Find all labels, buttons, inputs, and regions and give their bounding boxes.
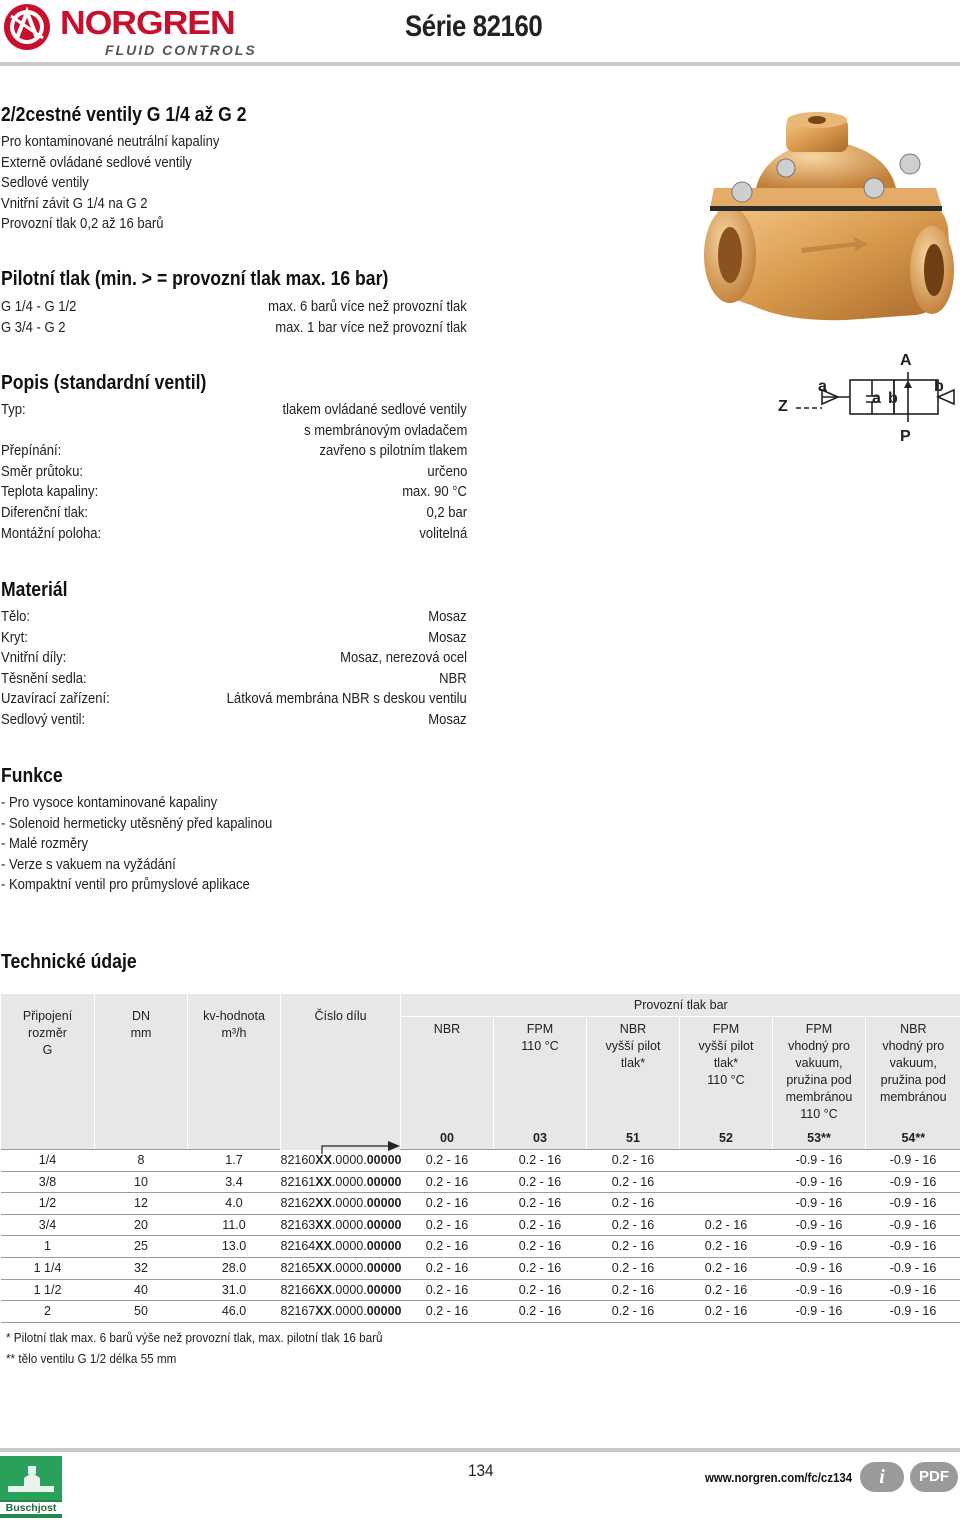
cell-g: 1 1/4 (1, 1257, 95, 1279)
table-row (1, 1193, 960, 1215)
material-row-label: Kryt: (1, 629, 28, 646)
intro-line: Sedlové ventily (1, 175, 89, 192)
cell-g: 1/4 (1, 1150, 95, 1172)
cell-c00: 0.2 - 16 (401, 1193, 494, 1215)
info-icon: i (879, 1466, 885, 1488)
symbol-label-p: P (900, 428, 911, 445)
cell-c00: 0.2 - 16 (401, 1301, 494, 1323)
cell-c03: 0.2 - 16 (494, 1193, 587, 1215)
part-number-segment: 00000 (366, 1152, 402, 1167)
cell-c03: 0.2 - 16 (494, 1257, 587, 1279)
series-title: Série 82160 (405, 10, 543, 43)
intro-line: Vnitřní závit G 1/4 na G 2 (1, 195, 148, 212)
material-title: Materiál (1, 579, 68, 601)
cell-dn: 10 (95, 1171, 188, 1193)
cell-c00: 0.2 - 16 (401, 1214, 494, 1236)
table-group-header-row (1, 994, 960, 1017)
cell-dn: 40 (95, 1279, 188, 1301)
intro-title: 2/2cestné ventily G 1/4 až G 2 (1, 104, 247, 126)
symbol-label-a: A (900, 352, 912, 369)
footer-url[interactable]: www.norgren.com/fc/cz134 (705, 1470, 853, 1485)
footer-rule (0, 1448, 960, 1452)
cell-c52: 0.2 - 16 (680, 1257, 773, 1279)
table-row (1, 1171, 960, 1193)
cell-c53: -0.9 - 16 (773, 1236, 866, 1258)
pilot-title: Pilotní tlak (min. > = provozní tlak max. 16 bar) (1, 268, 389, 290)
cell-c52: 0.2 - 16 (680, 1236, 773, 1258)
material-row (1, 607, 467, 628)
valve-product-image (696, 110, 958, 328)
table-row (1, 1214, 960, 1236)
cell-c03: 0.2 - 16 (494, 1301, 587, 1323)
header-code-53: FPM vhodný pro vakuum, pružina pod membránou 110 °C (773, 1017, 866, 1128)
popis-row (1, 503, 467, 524)
cell-g: 2 (1, 1301, 95, 1323)
part-code-arrow-icon (320, 1128, 402, 1156)
header-code-03: FPM 110 °C (494, 1017, 587, 1128)
cell-c53: -0.9 - 16 (773, 1171, 866, 1193)
cell-c51: 0.2 - 16 (587, 1236, 680, 1258)
popis-row (1, 524, 467, 545)
funkce-line: - Pro vysoce kontaminované kapaliny (1, 795, 218, 811)
symbol-label-z: Z (778, 398, 788, 415)
table-code-row (1, 1127, 960, 1150)
funkce-title: Funkce (1, 765, 63, 787)
header-pripojeni: Připojení rozměr G (1, 994, 95, 1127)
material-row-value: Mosaz, nerezová ocel (340, 650, 467, 667)
cell-c51: 0.2 - 16 (587, 1193, 680, 1215)
cell-kv: 3.4 (188, 1171, 281, 1193)
table-row (1, 1279, 960, 1301)
table-row (1, 1150, 960, 1172)
cell-c52 (680, 1193, 773, 1215)
popis-row (1, 441, 467, 462)
material-row-value: Mosaz (428, 629, 467, 646)
popis-row-label: Diferenční tlak: (1, 505, 89, 521)
part-number-segment: .0000. (331, 1174, 367, 1189)
cell-c51: 0.2 - 16 (587, 1214, 680, 1236)
part-number-segment: .0000. (331, 1304, 367, 1319)
popis-row-value: volitelná (419, 525, 467, 542)
part-number-segment: XX (315, 1196, 332, 1211)
cell-dn: 50 (95, 1301, 188, 1323)
material-row-value: Mosaz (428, 712, 467, 728)
part-number-segment: 82166 (280, 1282, 316, 1297)
part-number-segment: 00000 (366, 1282, 402, 1297)
cell-c51: 0.2 - 16 (587, 1150, 680, 1172)
cell-kv: 4.0 (188, 1193, 281, 1215)
part-number-segment: 82160 (280, 1152, 316, 1167)
part-number-segment: XX (315, 1174, 332, 1189)
cell-c54: -0.9 - 16 (866, 1279, 960, 1301)
cell-dn: 12 (95, 1193, 188, 1215)
part-number-segment: 00000 (366, 1260, 402, 1275)
part-number-segment: 00000 (366, 1217, 402, 1232)
page-number: 134 (468, 1461, 494, 1480)
cell-c52: 0.2 - 16 (680, 1301, 773, 1323)
part-number-segment: 82164 (280, 1239, 316, 1254)
popis-row-label: Směr průtoku: (1, 463, 83, 480)
pilot-row (1, 297, 467, 318)
part-number-segment: 82162 (280, 1196, 316, 1211)
cell-g: 1 1/2 (1, 1279, 95, 1301)
popis-row-value: 0,2 bar (426, 505, 467, 521)
part-number-segment: XX (315, 1239, 332, 1254)
material-row (1, 710, 467, 731)
symbol-label-a-mid: a (872, 390, 881, 407)
material-row-label: Tělo: (1, 609, 31, 625)
cell-part-number (281, 1257, 401, 1279)
cell-c54: -0.9 - 16 (866, 1236, 960, 1258)
part-number-segment: XX (315, 1217, 332, 1232)
part-number-segment: 82163 (280, 1217, 316, 1232)
cell-c00: 0.2 - 16 (401, 1279, 494, 1301)
header-code-52: FPM vyšší pilot tlak* 110 °C (680, 1017, 773, 1128)
cell-c53: -0.9 - 16 (773, 1301, 866, 1323)
cell-c00: 0.2 - 16 (401, 1171, 494, 1193)
cell-g: 3/4 (1, 1214, 95, 1236)
part-number-segment: 00000 (366, 1304, 402, 1319)
popis-row-value: s membránovým ovladačem (303, 422, 467, 439)
valve-schematic-symbol (776, 352, 960, 448)
cell-c00: 0.2 - 16 (401, 1236, 494, 1258)
part-number-segment: 00000 (366, 1239, 402, 1254)
cell-g: 1 (1, 1236, 95, 1258)
part-number-segment: 82167 (280, 1304, 316, 1319)
cell-c52 (680, 1150, 773, 1172)
material-row-label: Uzavírací zařízení: (1, 691, 110, 708)
cell-dn: 25 (95, 1236, 188, 1258)
cell-c00: 0.2 - 16 (401, 1257, 494, 1279)
header-cislo-dilu: Číslo dílu (281, 994, 401, 1150)
cell-kv: 46.0 (188, 1301, 281, 1323)
popis-row-label: Teplota kapaliny: (1, 484, 99, 501)
tech-title: Technické údaje (1, 951, 137, 973)
cell-c52: 0.2 - 16 (680, 1279, 773, 1301)
cell-c00: 0.2 - 16 (401, 1150, 494, 1172)
popis-row-value: tlakem ovládané sedlové ventily (282, 402, 467, 418)
cell-c03: 0.2 - 16 (494, 1150, 587, 1172)
pdf-button[interactable] (910, 1462, 958, 1492)
header-code-54: NBR vhodný pro vakuum, pružina pod membránou (866, 1017, 960, 1128)
cell-c53: -0.9 - 16 (773, 1214, 866, 1236)
code-53: 53** (773, 1127, 866, 1150)
technical-data-table (0, 994, 960, 1323)
material-row-value: NBR (439, 670, 467, 687)
cell-c54: -0.9 - 16 (866, 1301, 960, 1323)
part-number-segment: .0000. (331, 1239, 367, 1254)
cell-dn: 32 (95, 1257, 188, 1279)
cell-kv: 11.0 (188, 1214, 281, 1236)
cell-c53: -0.9 - 16 (773, 1193, 866, 1215)
symbol-label-b-mid: b (888, 390, 898, 407)
cell-c53: -0.9 - 16 (773, 1150, 866, 1172)
material-row-value: Látková membrána NBR s deskou ventilu (226, 691, 467, 708)
material-row-value: Mosaz (428, 609, 467, 625)
part-number-segment: XX (315, 1152, 332, 1167)
cell-c54: -0.9 - 16 (866, 1150, 960, 1172)
valve-symbol-drawing (776, 352, 960, 448)
popis-row (1, 482, 467, 503)
cell-part-number (281, 1193, 401, 1215)
table-row (1, 1301, 960, 1323)
header-code-51: NBR vyšší pilot tlak* (587, 1017, 680, 1128)
header-kv: kv-hodnota m³/h (188, 994, 281, 1127)
popis-row-label: Montážní poloha: (1, 525, 102, 542)
cell-c53: -0.9 - 16 (773, 1279, 866, 1301)
part-number-segment: .0000. (331, 1260, 367, 1275)
cell-c54: -0.9 - 16 (866, 1171, 960, 1193)
popis-table (1, 400, 467, 546)
funkce-line: - Malé rozměry (1, 836, 89, 853)
funkce-line: - Kompaktní ventil pro průmyslové aplikace (1, 877, 250, 894)
cell-c51: 0.2 - 16 (587, 1279, 680, 1301)
cell-kv: 28.0 (188, 1257, 281, 1279)
cell-kv: 31.0 (188, 1279, 281, 1301)
cell-kv: 1.7 (188, 1150, 281, 1172)
cell-c03: 0.2 - 16 (494, 1214, 587, 1236)
header-dn: DN mm (95, 994, 188, 1127)
part-number-arrow-icon (281, 994, 401, 1124)
buschjost-brand: Buschjost (0, 1502, 62, 1514)
material-row (1, 669, 467, 690)
header-provozni-tlak: Provozní tlak bar (401, 994, 960, 1017)
cell-c54: -0.9 - 16 (866, 1214, 960, 1236)
cell-kv: 13.0 (188, 1236, 281, 1258)
intro-line: Externě ovládané sedlové ventily (1, 154, 192, 171)
pdf-icon: PDF (919, 1468, 949, 1485)
cell-dn: 8 (95, 1150, 188, 1172)
cell-c03: 0.2 - 16 (494, 1171, 587, 1193)
part-number-segment: 00000 (366, 1196, 402, 1211)
popis-title: Popis (standardní ventil) (1, 372, 207, 394)
cell-part-number (281, 1236, 401, 1258)
popis-row-value: max. 90 °C (402, 484, 467, 501)
footnote-2: ** tělo ventilu G 1/2 délka 55 mm (6, 1351, 177, 1366)
header-code-00: NBR (401, 1017, 494, 1128)
popis-row-label: Přepínání: (1, 443, 62, 460)
intro-line: Pro kontaminované neutrální kapaliny (1, 134, 220, 150)
cell-g: 1/2 (1, 1193, 95, 1215)
symbol-label-a-left: a (818, 378, 827, 395)
part-number-segment: 82161 (280, 1174, 316, 1189)
cell-c51: 0.2 - 16 (587, 1301, 680, 1323)
part-number-segment: 82165 (280, 1260, 316, 1275)
norgren-logo (2, 2, 272, 60)
material-row (1, 689, 467, 710)
part-number-segment: XX (315, 1282, 332, 1297)
code-03: 03 (494, 1127, 587, 1150)
pilot-row-label: G 3/4 - G 2 (1, 319, 66, 336)
part-number-segment: XX (315, 1304, 332, 1319)
cell-part-number (281, 1214, 401, 1236)
brand-main: NORGREN (60, 4, 235, 41)
part-number-segment: .0000. (331, 1217, 367, 1232)
code-54: 54** (866, 1127, 960, 1150)
cell-c51: 0.2 - 16 (587, 1257, 680, 1279)
material-table (1, 607, 467, 732)
cell-g: 3/8 (1, 1171, 95, 1193)
cell-c52 (680, 1171, 773, 1193)
code-00: 00 (401, 1127, 494, 1150)
code-52: 52 (680, 1127, 773, 1150)
funkce-lines (1, 793, 302, 896)
pilot-table (1, 297, 467, 339)
part-number-segment: 00000 (366, 1174, 402, 1189)
popis-row-value: zavřeno s pilotním tlakem (319, 443, 467, 460)
material-row-label: Vnitřní díly: (1, 650, 67, 667)
popis-row (1, 421, 467, 442)
cell-dn: 20 (95, 1214, 188, 1236)
cell-part-number (281, 1301, 401, 1323)
intro-lines (1, 132, 244, 235)
part-number-segment: .0000. (331, 1152, 367, 1167)
pilot-row-value: max. 1 bar více než provozní tlak (275, 319, 467, 336)
info-button[interactable] (860, 1462, 904, 1492)
brand-sub: FLUID CONTROLS (105, 42, 257, 58)
buschjost-logo (0, 1456, 62, 1518)
material-row-label: Těsnění sedla: (1, 670, 87, 687)
header-rule (0, 62, 960, 66)
cell-c54: -0.9 - 16 (866, 1257, 960, 1279)
pilot-row (1, 318, 467, 339)
symbol-label-b-right: b (934, 378, 944, 395)
material-row (1, 628, 467, 649)
cell-c03: 0.2 - 16 (494, 1279, 587, 1301)
cell-c54: -0.9 - 16 (866, 1193, 960, 1215)
cell-c51: 0.2 - 16 (587, 1171, 680, 1193)
intro-line: Provozní tlak 0,2 až 16 barů (1, 216, 164, 233)
cell-c03: 0.2 - 16 (494, 1236, 587, 1258)
funkce-line: - Solenoid hermeticky utěsněný před kapalinou (1, 815, 273, 832)
part-number-segment: .0000. (331, 1196, 367, 1211)
cell-part-number (281, 1279, 401, 1301)
funkce-line: - Verze s vakuem na vyžádání (1, 856, 176, 873)
material-row-label: Sedlový ventil: (1, 712, 86, 728)
popis-row (1, 400, 467, 421)
table-row (1, 1257, 960, 1279)
cell-c53: -0.9 - 16 (773, 1257, 866, 1279)
footnote-1: * Pilotní tlak max. 6 barů výše než provozní tlak, max. pilotní tlak 16 barů (6, 1330, 383, 1345)
pilot-row-value: max. 6 barů více než provozní tlak (268, 299, 467, 315)
pilot-row-label: G 1/4 - G 1/2 (1, 299, 77, 315)
code-51: 51 (587, 1127, 680, 1150)
part-number-segment: XX (315, 1260, 332, 1275)
part-number-segment: .0000. (331, 1282, 367, 1297)
cell-part-number (281, 1171, 401, 1193)
popis-row (1, 462, 467, 483)
cell-c52: 0.2 - 16 (680, 1214, 773, 1236)
popis-row-value: určeno (427, 463, 467, 480)
material-row (1, 648, 467, 669)
table-row (1, 1236, 960, 1258)
popis-row-label: Typ: (1, 402, 26, 418)
